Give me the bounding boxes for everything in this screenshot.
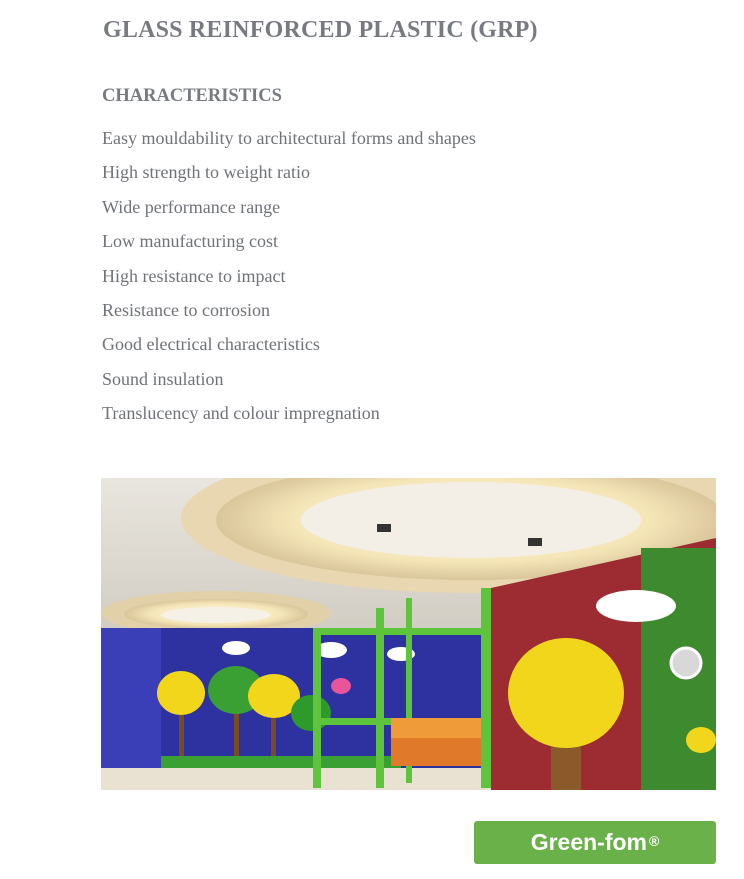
list-item: Resistance to corrosion bbox=[102, 299, 270, 320]
brand-logo-button bbox=[474, 821, 716, 864]
playroom-photo bbox=[101, 478, 716, 790]
list-item: Translucency and colour impregnation bbox=[102, 403, 380, 424]
list-item: Sound insulation bbox=[102, 368, 224, 389]
characteristics-list bbox=[102, 125, 476, 435]
list-item: High resistance to impact bbox=[102, 265, 286, 286]
list-item: High strength to weight ratio bbox=[102, 162, 310, 183]
list-item: Easy mouldability to architectural forms and shapes bbox=[102, 128, 476, 148]
list-item: Good electrical characteristics bbox=[102, 334, 320, 355]
brand-name: Green-fom bbox=[530, 829, 647, 855]
section-heading: CHARACTERISTICS bbox=[102, 86, 282, 106]
page-title: GLASS REINFORCED PLASTIC (GRP) bbox=[103, 17, 538, 43]
list-item: Wide performance range bbox=[102, 196, 281, 217]
registered-mark: ® bbox=[648, 832, 660, 849]
list-item: Low manufacturing cost bbox=[102, 231, 278, 252]
